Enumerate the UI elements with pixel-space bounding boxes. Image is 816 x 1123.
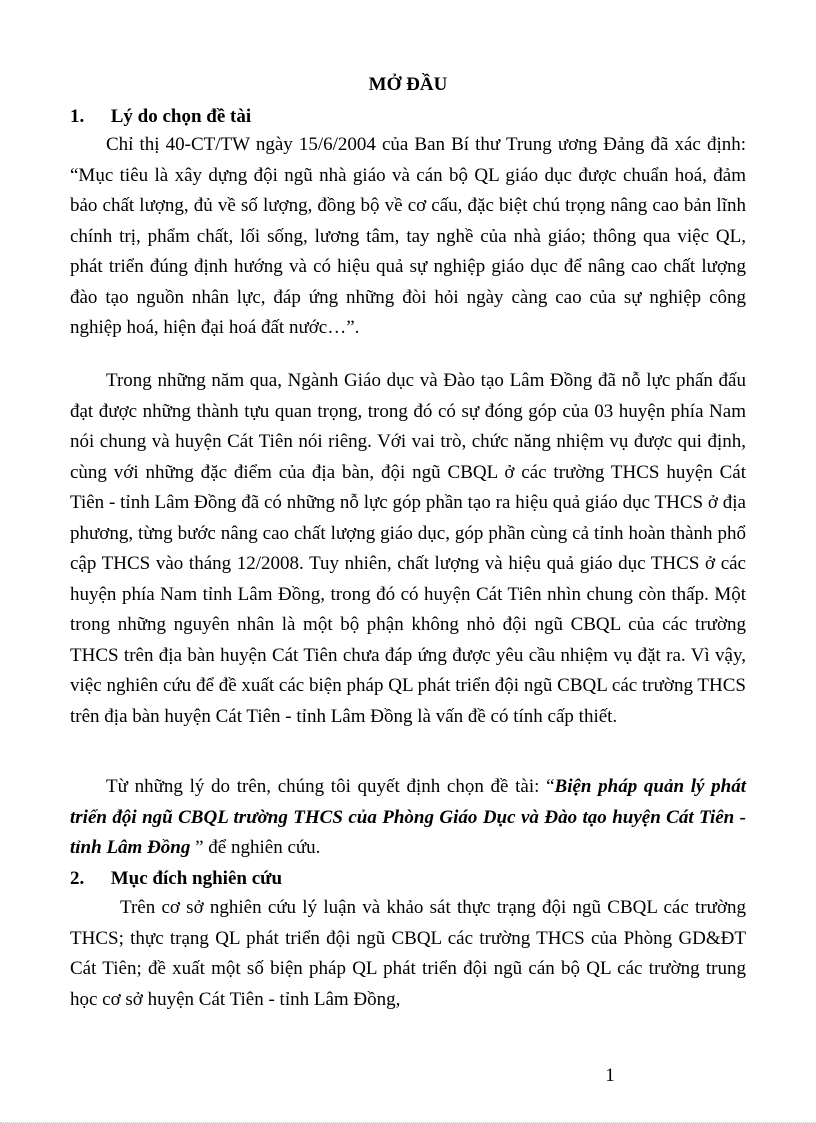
- paragraph-3-intro: Từ những lý do trên, chúng tôi quyết định chọn đề tài: “: [106, 776, 555, 797]
- section-1-heading: [70, 106, 251, 128]
- section-1-paragraph-3: [70, 772, 746, 864]
- section-1-title: Lý do chọn đề tài: [110, 106, 252, 127]
- section-1-paragraph-1: Chỉ thị 40-CT/TW ngày 15/6/2004 của Ban Bí thư Trung ương Đảng đã xác định: “Mục tiêu là xây dựng đội ngũ nhà giáo và cán bộ QL giáo dục được chuẩn hoá, đảm bảo chất lượng, đủ về số lượng, đồng bộ về cơ cấu, đặc biệt chú trọng nâng cao bản lĩnh chính trị, phẩm chất, lối sống, lương tâm, tay nghề của nhà giáo; thông qua việc QL, phát triển đúng định hướng và có hiệu quả sự nghiệp giáo dục để nâng cao chất lượng đào tạo nguồn nhân lực, đáp ứng những đòi hỏi ngày càng cao của sự nghiệp công nghiệp hoá, hiện đại hoá đất nước…”.: [70, 134, 746, 338]
- section-2-title: Mục đích nghiên cứu: [110, 868, 283, 889]
- research-topic-title: Biện pháp quản lý phát triển đội ngũ CBQL trường THCS của Phòng Giáo Dục và Đào tạo huyện Cát Tiên - tỉnh Lâm Đồng: [70, 776, 746, 858]
- page-number: 1: [605, 1065, 615, 1086]
- section-1-paragraph-2: Trong những năm qua, Ngành Giáo dục và Đào tạo Lâm Đồng đã nỗ lực phấn đấu đạt được những thành tựu quan trọng, trong đó có sự đóng góp của 03 huyện phía Nam nói chung và huyện Cát Tiên nói riêng. Với vai trò, chức năng nhiệm vụ được qui định, cùng với những đặc điểm của địa bàn, đội ngũ CBQL ở các trường THCS huyện Cát Tiên - tỉnh Lâm Đồng đã có những nỗ lực góp phần tạo ra hiệu quả giáo dục THCS ở địa phương, từng bước nâng cao chất lượng giáo dục, góp phần cùng cả tỉnh hoàn thành phổ cập THCS vào tháng 12/2008. Tuy nhiên, chất lượng và hiệu quả giáo dục THCS ở các huyện phía Nam tỉnh Lâm Đồng, trong đó có huyện Cát Tiên nhìn chung còn thấp. Một trong những nguyên nhân là một bộ phận không nhỏ đội ngũ CBQL của các trường THCS trên địa bàn huyện Cát Tiên chưa đáp ứng được yêu cầu nhiệm vụ đặt ra. Vì vậy, việc nghiên cứu để đề xuất các biện pháp QL phát triển đội ngũ CBQL các trường THCS trên địa bàn huyện Cát Tiên - tỉnh Lâm Đồng là vấn đề có tính cấp thiết.: [70, 370, 746, 727]
- section-1-number: 1.: [70, 106, 85, 127]
- page-title: MỞ ĐẦU: [368, 74, 448, 95]
- section-2-number: 2.: [70, 868, 85, 889]
- paragraph-3-outro: ” để nghiên cứu.: [190, 837, 321, 858]
- section-2-paragraph-1: Trên cơ sở nghiên cứu lý luận và khảo sát thực trạng đội ngũ CBQL các trường THCS; thực trạng QL phát triển đội ngũ CBQL các trường THCS của Phòng GD&ĐT Cát Tiên; đề xuất một số biện pháp QL phát triển đội ngũ cán bộ QL các trường trung học cơ sở huyện Cát Tiên - tỉnh Lâm Đồng,: [70, 897, 746, 1010]
- section-2-heading: [70, 868, 282, 890]
